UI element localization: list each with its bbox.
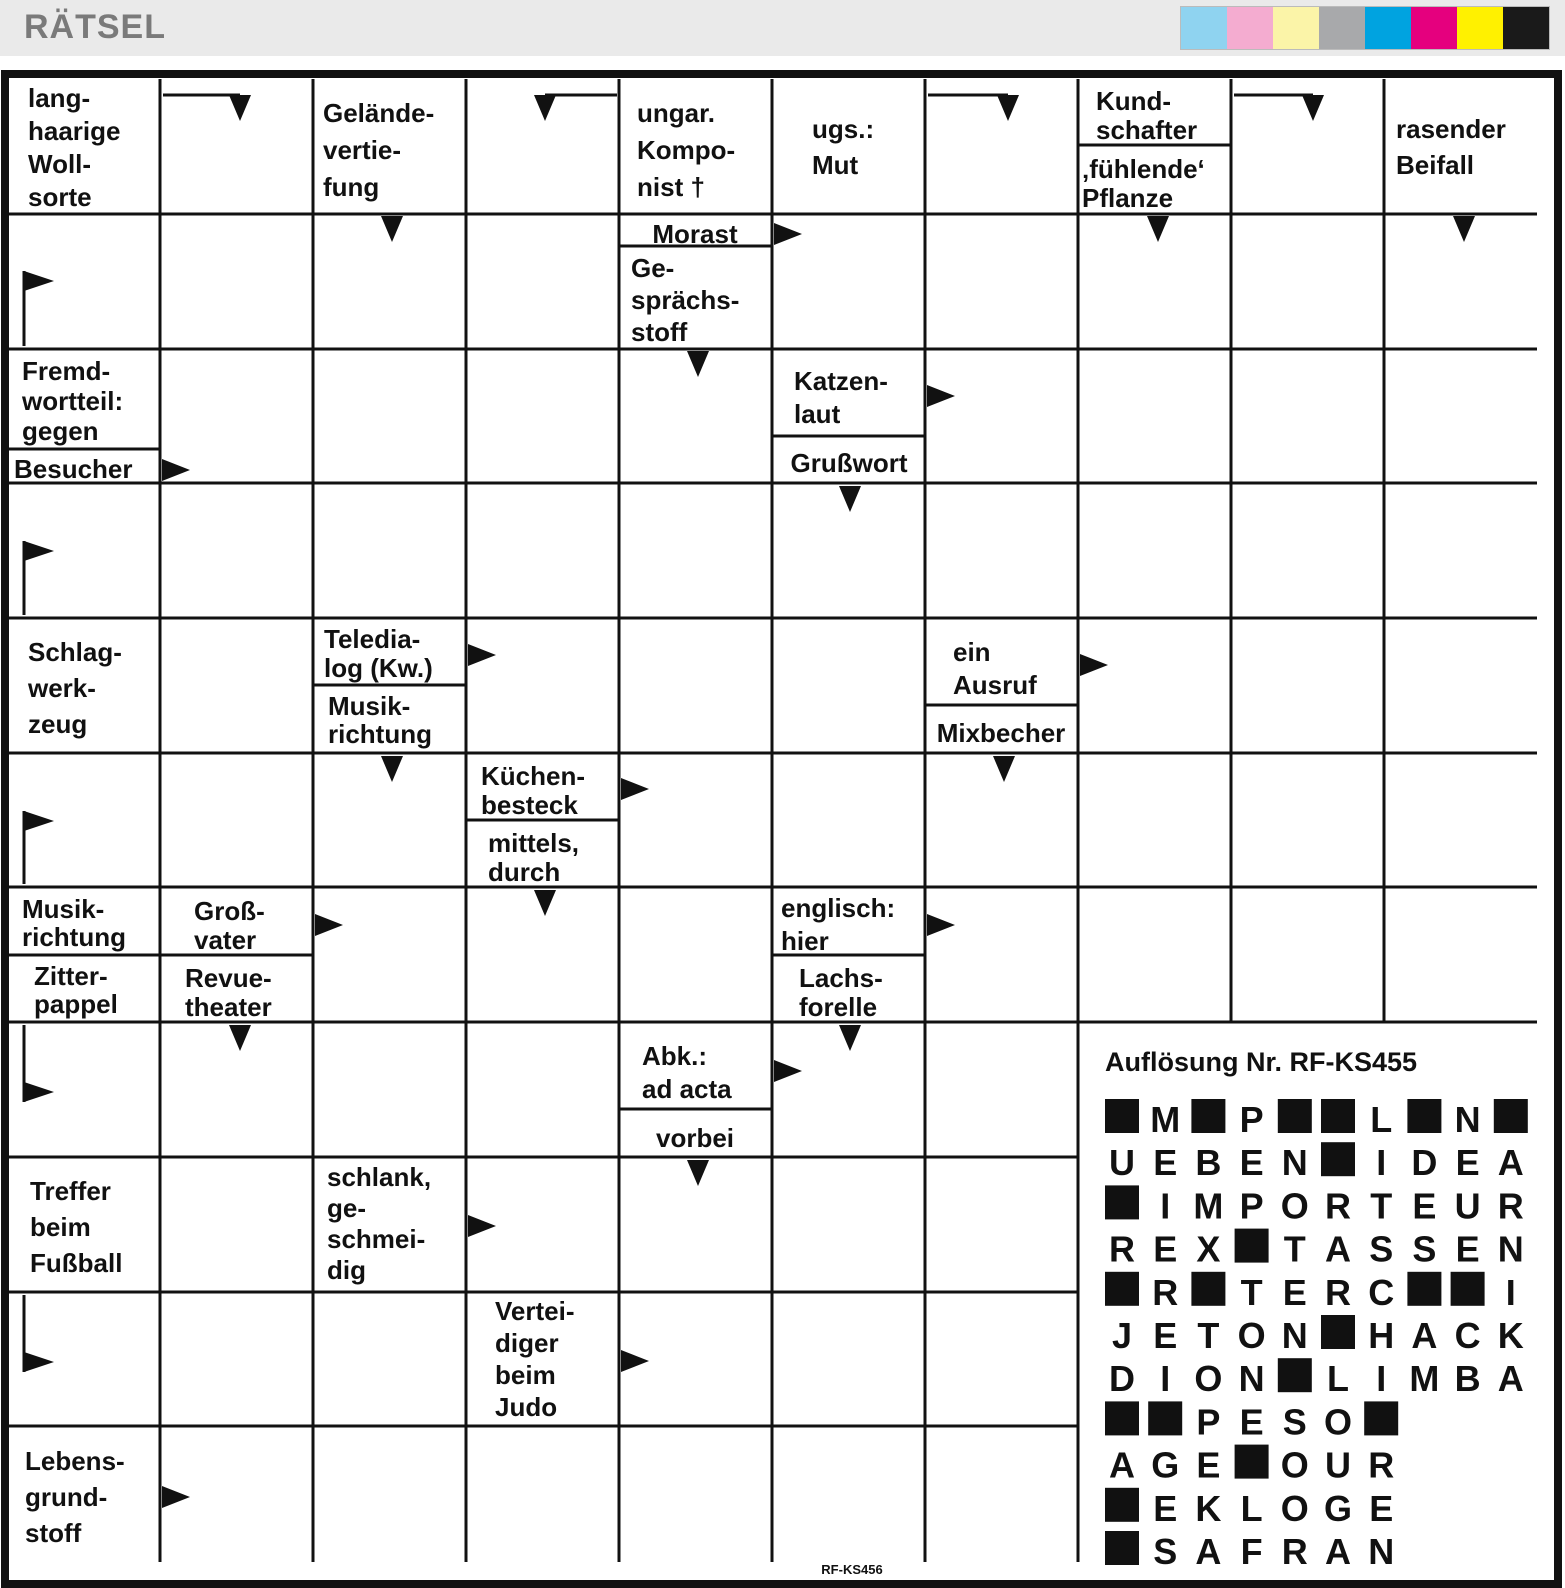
clue-line: Schlag- [28,637,122,667]
solution-letter: R [1281,1531,1308,1572]
clue-text [953,637,1037,700]
clue-line: rasender [1396,114,1506,144]
solution-letter: R [1152,1271,1179,1313]
arrow-flag-right-icon [24,541,54,561]
clue-line: Lebens- [25,1446,125,1476]
clue-text [656,1123,734,1153]
arrow-flag-right-icon [24,1082,54,1102]
clue-text [185,963,272,1022]
solution-letter: O [1280,1487,1309,1529]
clue-line: werk- [28,673,96,703]
solution-black-square [1407,1272,1441,1306]
clue-line: Ge- [631,253,675,283]
clue-text [28,83,121,212]
clue-line: haarige [28,116,121,146]
solution-letter: D [1411,1142,1438,1184]
solution-letter: P [1239,1099,1264,1140]
clue-text [1396,114,1506,180]
solution-letter: O [1194,1358,1223,1400]
clue-text [652,219,738,249]
solution-letter: B [1454,1358,1481,1400]
solution-letter: R [1497,1185,1524,1227]
clue-line: Musik- [328,691,411,721]
solution-letter: G [1323,1487,1353,1529]
arrow-flag-right-icon [24,1352,54,1372]
clue-line: lang- [28,83,91,113]
crossword-puzzle [0,70,1565,1588]
solution-letter: A [1497,1358,1524,1400]
solution-letter: A [1325,1531,1351,1572]
solution-letter: I [1160,1185,1171,1227]
clue-line: Besucher [14,454,133,484]
solution-black-square [1321,1099,1355,1133]
puzzle-code: RF-KS456 [821,1562,883,1577]
clue-line: vertie- [323,135,402,165]
clue-line: durch [488,857,561,887]
clue-text [22,894,126,952]
solution-black-square [1191,1272,1225,1306]
page-title: RÄTSEL [24,8,166,46]
solution-letter: T [1240,1271,1263,1313]
clue-line: Mut [812,150,859,180]
arrow-flag-right-icon [24,811,54,831]
clue-line: Judo [495,1392,558,1422]
clue-text [1096,86,1197,145]
solution-letter: T [1197,1315,1220,1356]
solution-letter: U [1109,1142,1135,1184]
clue-line: diger [495,1328,559,1358]
clue-line: Fremd- [22,356,111,386]
clue-line: Gelände- [323,98,435,128]
solution-letter: K [1195,1487,1222,1529]
solution-letter: E [1239,1401,1264,1443]
clue-line: englisch: [781,893,896,923]
solution-letter: I [1505,1271,1516,1313]
header-bar [0,0,1565,56]
solution-letter: M [1409,1358,1440,1400]
clue-line: Abk.: [642,1041,707,1071]
clue-line: Revue- [185,963,272,993]
solution-letter: G [1151,1444,1180,1486]
clue-line: Grußwort [790,448,908,478]
solution-letter: A [1109,1444,1135,1486]
clue-line: ‚fühlende‘ [1082,154,1205,184]
clue-line: Woll- [28,149,92,179]
clue-text [791,448,908,478]
arrow-right-icon [774,1060,802,1082]
clue-line: besteck [481,790,578,820]
solution-letter: E [1153,1315,1178,1356]
solution-black-square [1451,1272,1485,1306]
solution-letter: E [1455,1228,1480,1270]
solution-letter: P [1196,1401,1221,1443]
clue-text [328,691,432,749]
arrow-right-icon [162,1486,190,1508]
clue-text [324,624,433,683]
solution-letter: E [1196,1444,1221,1486]
solution-black-square [1407,1099,1441,1133]
solution-letter: B [1195,1142,1222,1184]
crossword-grid [0,70,1565,1588]
solution-letter: E [1239,1142,1264,1184]
solution-black-square [1494,1099,1528,1133]
solution-letter: X [1196,1228,1221,1270]
arrow-bent-down-icon [229,95,251,121]
clue-line: schmei- [327,1224,426,1254]
clue-text [637,98,735,202]
solution-letter: R [1368,1444,1395,1486]
clue-line: stoff [631,317,688,347]
color-swatch [1365,7,1411,49]
clue-line: fung [323,172,380,202]
arrow-right-icon [468,644,496,666]
clue-text [631,253,739,347]
solution-letter: N [1368,1531,1395,1572]
clue-line: Katzen- [794,366,888,396]
clue-line: Treffer [30,1176,111,1206]
arrow-down-icon [381,216,403,242]
solution-black-square [1105,1185,1139,1219]
solution-letter: A [1497,1142,1524,1184]
clue-line: Kund- [1096,86,1172,116]
solution-letter: O [1280,1185,1309,1227]
solution-black-square [1278,1358,1312,1392]
arrow-flag-right-icon [24,271,54,291]
arrow-down-icon [381,756,403,782]
arrow-right-icon [315,914,343,936]
clue-text [327,1162,431,1285]
solution-black-square [1278,1099,1312,1133]
clue-text [488,828,579,887]
arrow-right-icon [162,459,190,481]
color-swatch [1227,7,1273,49]
solution-letter: T [1370,1185,1393,1227]
clue-line: richtung [22,922,126,952]
arrow-bent-down-icon [997,95,1019,121]
arrow-right-icon [774,223,802,245]
solution-letter: K [1497,1315,1524,1356]
clue-line: zeug [28,709,88,739]
clue-line: ad acta [642,1074,732,1104]
solution-letter: H [1368,1315,1395,1356]
solution-letter: U [1454,1185,1481,1227]
solution-black-square [1148,1401,1182,1435]
clue-line: Pflanze [1082,183,1174,213]
clue-line: vorbei [655,1123,735,1153]
solution-letter: U [1325,1444,1351,1486]
solution-letter: A [1325,1228,1351,1270]
solution-letter: S [1412,1228,1437,1270]
arrow-bent-down-icon [534,95,556,121]
clue-line: wortteil: [22,386,124,416]
clue-line: Mixbecher [936,718,1066,748]
clue-line: stoff [25,1518,82,1548]
solution-title: Auflösung Nr. RF-KS455 [1105,1047,1418,1077]
clue-line: Musik- [22,894,105,924]
solution-letter: D [1109,1358,1135,1400]
clue-line: Kompo- [637,135,736,165]
solution-letter: M [1150,1099,1181,1140]
solution-black-square [1235,1229,1269,1263]
color-swatch [1503,7,1549,49]
clue-line: ugs.: [812,114,875,144]
solution-black-square [1235,1445,1269,1479]
clue-line: grund- [25,1482,108,1512]
solution-black-square [1191,1099,1225,1133]
solution-black-square [1105,1488,1139,1522]
solution-letter: N [1497,1228,1524,1270]
clue-line: ein [953,637,991,667]
clue-line: schlank, [327,1162,432,1192]
solution-letter: L [1370,1099,1393,1140]
clue-text [794,366,888,429]
arrow-right-icon [621,778,649,800]
clue-line: Lachs- [799,963,883,993]
solution-letter: E [1412,1185,1437,1227]
arrow-right-icon [927,385,955,407]
clue-line: Groß- [194,896,265,926]
clue-text [30,1176,122,1278]
solution-letter: O [1323,1401,1353,1443]
solution-black-square [1105,1272,1139,1306]
clue-line: richtung [328,719,432,749]
arrow-down-icon [839,486,861,512]
solution-letter: E [1153,1228,1178,1270]
clue-text [642,1041,732,1104]
clue-line: ge- [327,1193,366,1223]
solution-letter: T [1283,1228,1306,1270]
solution-letter: A [1195,1531,1222,1572]
clue-text [781,893,895,956]
solution-letter: I [1376,1142,1387,1184]
solution-letter: S [1282,1401,1307,1443]
solution-letter: O [1237,1315,1266,1356]
arrow-down-icon [993,756,1015,782]
clue-line: Zitter- [34,961,108,991]
clue-line: beim [495,1360,556,1390]
clue-line: beim [30,1212,91,1242]
color-swatch [1319,7,1365,49]
solution-letter: P [1239,1185,1264,1227]
color-swatch-strip [1180,6,1550,50]
clue-line: mittels, [488,828,580,858]
clue-line: Teledia- [324,624,421,654]
solution-letter: N [1281,1142,1308,1184]
solution-letter: S [1153,1531,1178,1572]
solution-letter: N [1454,1099,1481,1140]
grid-frame [5,74,1558,1584]
clue-line: log (Kw.) [324,653,433,683]
solution-letter: L [1240,1487,1263,1529]
clue-text [34,961,118,1019]
clue-line: dig [327,1255,366,1285]
clue-text [481,761,585,820]
clue-text [14,454,133,484]
clue-line: Küchen- [481,761,585,791]
clue-text [323,98,434,202]
color-swatch [1411,7,1457,49]
arrow-right-icon [1080,654,1108,676]
solution-letter: E [1455,1142,1480,1184]
arrow-down-icon [1453,216,1475,242]
solution-letter: E [1369,1487,1394,1529]
clue-line: forelle [799,992,878,1022]
clue-text [25,1446,125,1548]
arrow-down-icon [839,1025,861,1051]
clue-line: Vertei- [495,1296,575,1326]
clue-text [799,963,883,1022]
clue-line: vater [194,925,257,955]
solution-letter: C [1454,1315,1481,1356]
solution-black-square [1105,1401,1139,1435]
solution-letter: J [1111,1315,1133,1356]
clue-line: Ausruf [953,670,1037,700]
solution-letter: L [1327,1358,1349,1400]
solution-letter: E [1153,1487,1178,1529]
clue-text [21,356,123,446]
clue-line: theater [185,992,272,1022]
arrow-right-icon [927,914,955,936]
solution-letter: I [1376,1358,1387,1400]
clue-line: hier [781,926,829,956]
clue-line: laut [794,399,841,429]
solution-letter: O [1280,1444,1309,1486]
solution-letter: A [1411,1315,1438,1356]
solution-letter: R [1325,1185,1351,1227]
clue-line: sorte [28,182,92,212]
clue-line: nist † [637,172,705,202]
clue-line: gegen [22,416,99,446]
arrow-down-icon [687,351,709,377]
solution-black-square [1364,1401,1398,1435]
clue-text [194,896,265,955]
color-swatch [1273,7,1319,49]
solution-letter: C [1368,1271,1395,1313]
solution-black-square [1105,1531,1139,1565]
clue-line: Fußball [30,1248,123,1278]
solution-letter: E [1153,1142,1178,1184]
solution-letter: N [1281,1315,1308,1356]
solution-letter: N [1238,1358,1265,1400]
arrow-down-icon [534,890,556,916]
solution-letter: M [1193,1185,1224,1227]
arrow-down-icon [1147,216,1169,242]
solution-black-square [1105,1099,1139,1133]
arrow-bent-down-icon [1302,95,1324,121]
arrow-right-icon [621,1350,649,1372]
arrow-down-icon [687,1160,709,1186]
color-swatch [1457,7,1503,49]
arrow-down-icon [229,1025,251,1051]
solution-letter: R [1325,1271,1351,1313]
clue-text [495,1296,575,1422]
clue-text [937,718,1066,748]
solution-letter: R [1109,1228,1135,1270]
solution-letter: S [1369,1228,1394,1270]
clue-line: Beifall [1396,150,1475,180]
clue-line: Morast [652,219,738,249]
clue-line: pappel [34,989,118,1019]
clue-text [1082,154,1205,213]
clue-line: ungar. [637,98,716,128]
solution-letter: I [1160,1358,1171,1400]
solution-black-square [1321,1142,1355,1176]
solution-letter: F [1240,1531,1263,1572]
arrow-right-icon [468,1215,496,1237]
solution-black-square [1321,1315,1355,1349]
clue-text [812,114,874,180]
clue-line: sprächs- [631,285,740,315]
clue-text [27,637,122,739]
solution-letter: E [1282,1271,1307,1313]
clue-line: schafter [1096,115,1198,145]
color-swatch [1181,7,1227,49]
